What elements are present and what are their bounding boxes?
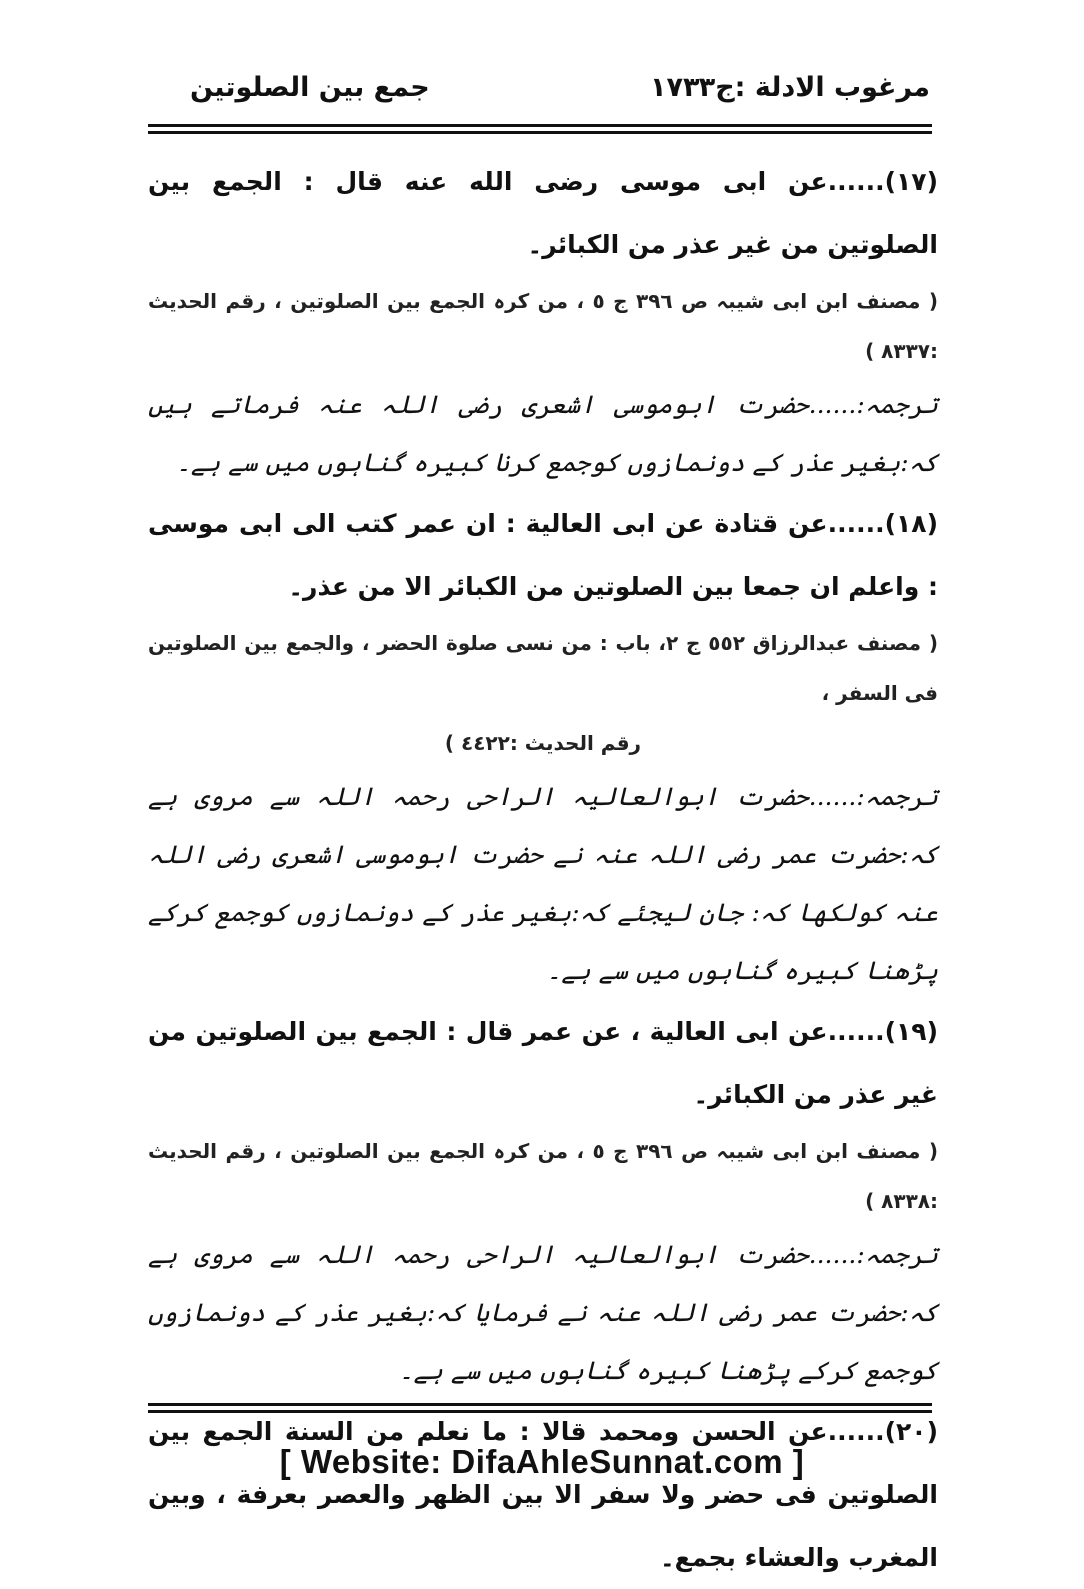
chapter-title: جمع بین الصلوتین bbox=[190, 72, 430, 103]
book-title: مرغوب الادلة :ج٣ bbox=[698, 72, 930, 103]
footer-rule-bottom bbox=[148, 1410, 932, 1413]
header-rule-top bbox=[148, 124, 932, 127]
hadith-18-translation: ترجمہ:......حضرت ابوالعالیہ الراحی رحمہ اللہ سے مروی ہے کہ:حضرت عمر رضی اللہ عنہ نے حضرت ابوموسی اشعری رضی اللہ عنہ کولکھا کہ: جان لیجئے کہ:بغیر عذر کے دونمازوں کوجمع کرکے پڑھنا کبیرہ گناہوں میں سے ہے۔ bbox=[148, 782, 938, 985]
hadith-18-text: ......عن قتادة عن ابی العالیة : ان عمر کتب الی ابی موسی : واعلم ان جمعا بین الصلوتین من الکبائر الا من عذر۔ bbox=[148, 509, 938, 601]
hadith-20-arabic bbox=[148, 1400, 938, 1589]
header-rule-bottom bbox=[148, 131, 932, 134]
page-header bbox=[150, 60, 940, 120]
hadith-19-text: ......عن ابی العالیة ، عن عمر قال : الجمع بین الصلوتین من غیر عذر من الکبائر۔ bbox=[148, 1017, 938, 1109]
hadith-20-number: (٢٠) bbox=[884, 1417, 938, 1446]
hadith-19-arabic bbox=[148, 1000, 938, 1126]
hadith-17-arabic bbox=[148, 150, 938, 276]
hadith-17-text: ......عن ابی موسی رضی الله عنه قال : الجمع بین الصلوتین من غیر عذر من الکبائر۔ bbox=[148, 167, 938, 259]
hadith-19-reference: ( مصنف ابن ابی شیبہ ص ٣٩٦ ج ٥ ، من کرہ الجمع بین الصلوتین ، رقم الحدیث :٨٣٣٨ ) bbox=[148, 1139, 939, 1213]
page-number: ١٧٣ bbox=[650, 72, 700, 103]
website-footer: [ Website: DifaAhleSunnat.com ] bbox=[279, 1443, 805, 1480]
hadith-17-number: (١٧) bbox=[884, 167, 938, 196]
hadith-19-translation: ترجمہ:......حضرت ابوالعالیہ الراحی رحمہ اللہ سے مروی ہے کہ:حضرت عمر رضی اللہ عنہ نے فرمایا کہ:بغیر عذر کے دونمازوں کوجمع کرکے پڑھنا کبیرہ گناہوں میں سے ہے۔ bbox=[148, 1240, 938, 1385]
body-text bbox=[148, 150, 938, 1589]
hadith-17-translation: ترجمہ:......حضرت ابوموسی اشعری رضی اللہ عنہ فرماتے ہیں کہ:بغیر عذر کے دونمازوں کوجمع کرنا کبیرہ گناہوں میں سے ہے۔ bbox=[148, 390, 938, 477]
footer-rule-top bbox=[148, 1403, 932, 1406]
hadith-17-reference: ( مصنف ابن ابی شیبہ ص ٣٩٦ ج ٥ ، من کرہ الجمع بین الصلوتین ، رقم الحدیث :٨٣٣٧ ) bbox=[148, 289, 939, 363]
hadith-19-number: (١٩) bbox=[884, 1017, 938, 1046]
hadith-18-arabic bbox=[148, 492, 938, 618]
hadith-20-text: ......عن الحسن ومحمد قالا : ما نعلم من السنة الجمع بین الصلوتین فی حضر ولا سفر الا بین الظهر والعصر بعرفة ، وبین المغرب والعشاء بجمع۔ bbox=[148, 1417, 938, 1572]
hadith-18-reference: ( مصنف عبدالرزاق ٥٥٢ ج ٢، باب : من نسی صلوة الحضر ، والجمع بین الصلوتین فی السفر ، bbox=[148, 631, 938, 705]
hadith-18-reference-line2: رقم الحدیث :٤٤٢٢ ) bbox=[444, 731, 642, 755]
hadith-18-number: (١٨) bbox=[884, 509, 938, 538]
